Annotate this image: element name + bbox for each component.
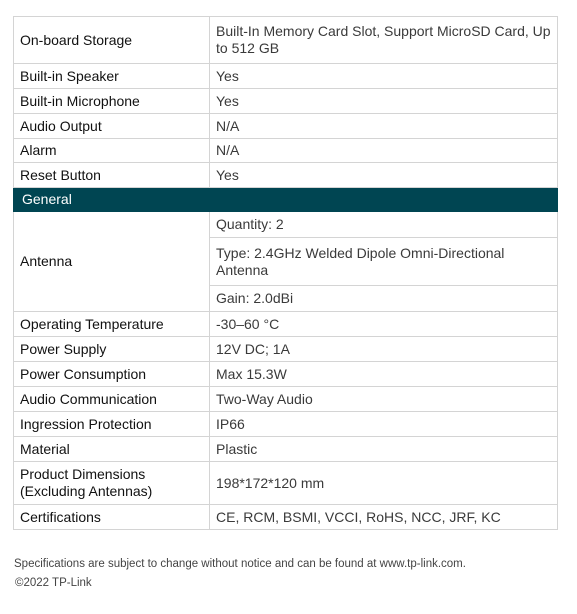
- spec-label: Built-in Speaker: [14, 64, 210, 89]
- table-row: [14, 212, 558, 238]
- spec-value: Yes: [210, 163, 558, 188]
- footer-disclaimer: Specifications are subject to change without notice and can be found at www.tp-link.com.: [14, 558, 466, 570]
- spec-value: 198*172*120 mm: [210, 462, 558, 505]
- spec-label: On-board Storage: [14, 17, 210, 64]
- spec-label: Operating Temperature: [14, 312, 210, 337]
- spec-value: 12V DC; 1A: [210, 337, 558, 362]
- spec-value: Gain: 2.0dBi: [210, 286, 558, 312]
- table-row: [14, 139, 558, 163]
- spec-value: IP66: [210, 412, 558, 437]
- spec-value: Quantity: 2: [210, 212, 558, 238]
- spec-label: Audio Communication: [14, 387, 210, 412]
- spec-label: Power Supply: [14, 337, 210, 362]
- spec-label: Audio Output: [14, 114, 210, 139]
- spec-value: Plastic: [210, 437, 558, 462]
- spec-label: Ingression Protection: [14, 412, 210, 437]
- spec-value: N/A: [210, 114, 558, 139]
- spec-value: Max 15.3W: [210, 362, 558, 387]
- table-row: [14, 505, 558, 530]
- footer-copyright: ©2022 TP-Link: [15, 577, 92, 589]
- spec-value: Yes: [210, 89, 558, 114]
- section-title: General: [14, 188, 558, 212]
- table-row: [14, 64, 558, 89]
- table-row: [14, 17, 558, 64]
- table-row: [14, 412, 558, 437]
- table-row: [14, 462, 558, 505]
- table-row: [14, 387, 558, 412]
- spec-label: Certifications: [14, 505, 210, 530]
- section-header-general: [14, 188, 558, 212]
- table-row: [14, 362, 558, 387]
- table-row: [14, 163, 558, 188]
- table-row: [14, 312, 558, 337]
- spec-label: Built-in Microphone: [14, 89, 210, 114]
- spec-value: CE, RCM, BSMI, VCCI, RoHS, NCC, JRF, KC: [210, 505, 558, 530]
- table-row: [14, 337, 558, 362]
- spec-label: Antenna: [14, 212, 210, 312]
- table-row: [14, 437, 558, 462]
- spec-label: Alarm: [14, 139, 210, 163]
- spec-label: Product Dimensions (Excluding Antennas): [14, 462, 210, 505]
- spec-label: Reset Button: [14, 163, 210, 188]
- table-row: [14, 114, 558, 139]
- spec-label: Power Consumption: [14, 362, 210, 387]
- spec-value: Type: 2.4GHz Welded Dipole Omni-Directional Antenna: [210, 238, 558, 286]
- table-row: [14, 89, 558, 114]
- spec-value: Yes: [210, 64, 558, 89]
- spec-table: [13, 16, 558, 530]
- spec-value: N/A: [210, 139, 558, 163]
- spec-value: Built-In Memory Card Slot, Support MicroSD Card, Up to 512 GB: [210, 17, 558, 64]
- spec-value: Two-Way Audio: [210, 387, 558, 412]
- spec-label: Material: [14, 437, 210, 462]
- spec-value: -30–60 °C: [210, 312, 558, 337]
